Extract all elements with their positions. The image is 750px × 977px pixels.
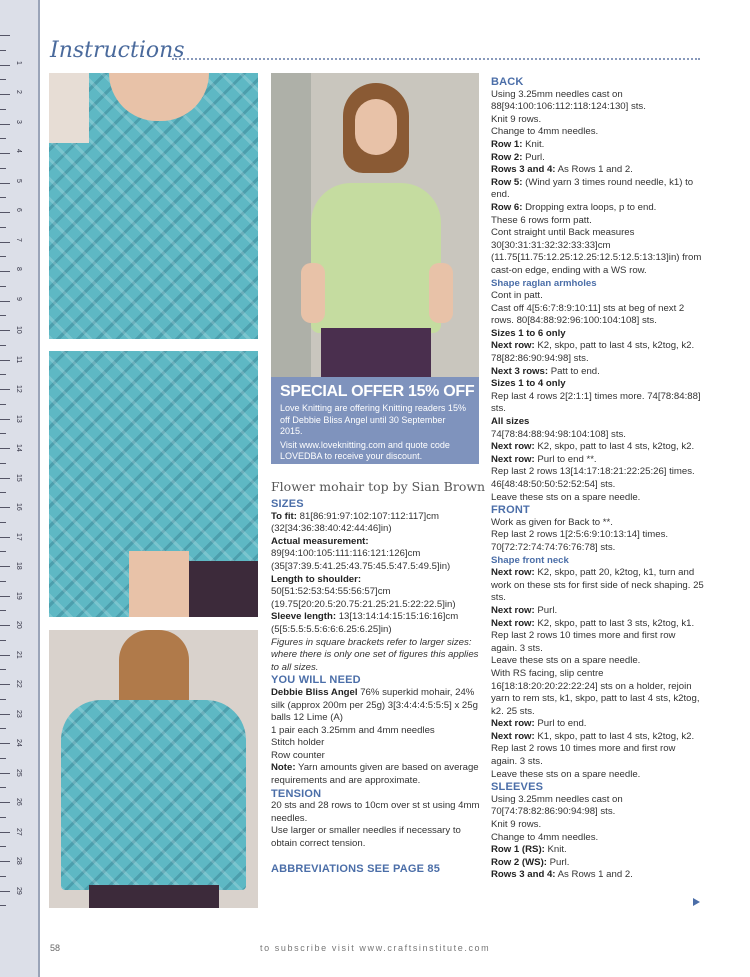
ruler-tick	[0, 124, 10, 125]
sizes-heading: SIZES	[271, 498, 304, 510]
back-row: Next row: K2, skpo, patt to last 4 sts, k2tog, k2. 78[82:86:90:94:98] sts.	[491, 340, 695, 365]
ruler-label: 12	[15, 385, 22, 393]
sleeves-row: Rows 3 and 4: As Rows 1 and 2.	[491, 869, 633, 881]
ruler-tick	[0, 610, 6, 611]
front-row: Next row: K2, skpo, patt to last 3 sts, k2tog, k1.	[491, 617, 695, 629]
right-column	[491, 68, 704, 882]
ruler-tick	[0, 153, 10, 154]
ruler-tick	[0, 655, 10, 656]
back-line: These 6 rows form patt.	[491, 214, 592, 226]
ruler-tick	[0, 286, 6, 287]
measuring-ruler	[0, 0, 40, 977]
front-row: Next row: K2, skpo, patt 20, k2tog, k1, turn and work on these sts for first side of neck shaping. 25 sts.	[491, 567, 704, 604]
ruler-tick	[0, 492, 6, 493]
ruler-tick	[0, 419, 10, 420]
back-row: Next row: K2, skpo, patt to last 4 sts, k2tog, k2.	[491, 441, 695, 453]
ruler-label: 2	[15, 90, 22, 94]
ruler-tick	[0, 227, 6, 228]
ruler-tick	[0, 669, 6, 670]
sleeve-line: Sleeve length: 13[13:14:14:15:15:16:16]cm (5[5:5.5:5.5:6:6:6.25:6.25]in)	[271, 611, 459, 635]
title-dotted-rule	[172, 58, 700, 60]
ruler-tick	[0, 507, 10, 508]
ruler-label: 20	[15, 621, 22, 629]
ruler-tick	[0, 846, 6, 847]
special-offer-box	[271, 377, 479, 464]
photo-back-view	[49, 630, 258, 908]
ruler-tick	[0, 345, 6, 346]
back-line: 74[78:84:88:94:98:104:108] sts.	[491, 428, 626, 440]
ruler-label: 10	[15, 326, 22, 334]
offer-visit-text: Visit www.loveknitting.com and quote code LOVEDBA to receive your discount.	[280, 439, 450, 461]
ruler-label: 11	[15, 355, 22, 363]
ruler-label: 16	[15, 503, 22, 511]
ruler-tick	[0, 743, 10, 744]
sizes-note: Figures in square brackets refer to larger sizes: where there is only one set of figures this applies to all sizes.	[271, 636, 479, 673]
ruler-label: 17	[15, 532, 22, 541]
back-row: Row 2: Purl.	[491, 151, 545, 163]
ruler-tick	[0, 271, 10, 272]
ruler-tick	[0, 94, 10, 95]
back-row: Row 5: (Wind yarn 3 times round needle, k1) to end.	[491, 176, 694, 201]
ruler-label: 29	[15, 886, 22, 895]
ruler-tick	[0, 389, 10, 390]
front-row: Next row: Purl to end.	[491, 718, 587, 730]
ruler-tick	[0, 109, 6, 110]
ruler-tick	[0, 374, 6, 375]
back-line: Cast off 4[5:6:7:8:9:10:11] sts at beg of next 2 rows. 80[84:88:92:96:100:104:108] sts.	[491, 302, 685, 327]
ruler-tick	[0, 817, 6, 818]
back-heading: BACK	[491, 76, 524, 88]
ruler-tick	[0, 596, 10, 597]
ruler-label: 28	[15, 857, 22, 865]
front-line: Leave these sts on a spare needle.	[491, 768, 641, 780]
ruler-label: 7	[15, 237, 22, 242]
ruler-label: 6	[15, 208, 22, 212]
all-sizes: All sizes	[491, 416, 530, 428]
ruler-tick	[0, 315, 6, 316]
length-line: Length to shoulder: 50[51:52:53:54:55:56:57]cm (19.75[20:20.5:20.75:21.25:21.5:22:22.5]in)	[271, 573, 456, 610]
sleeves-row: Row 2 (WS): Purl.	[491, 856, 570, 868]
sleeves-row: Row 1 (RS): Knit.	[491, 844, 567, 856]
ruler-tick	[0, 79, 6, 80]
ruler-label: 26	[15, 798, 22, 806]
ruler-tick	[0, 758, 6, 759]
back-row: Next row: Purl to end **.	[491, 453, 597, 465]
front-line: Leave these sts on a spare needle.	[491, 655, 641, 667]
front-line: Rep last 2 rows 10 times more and first row again. 3 sts.	[491, 630, 676, 654]
abbreviations-link[interactable]: ABBREVIATIONS SEE PAGE 85	[271, 862, 441, 875]
ruler-label: 19	[15, 591, 22, 600]
ruler-tick	[0, 802, 10, 803]
ruler-tick	[0, 301, 10, 302]
ruler-label: 25	[15, 768, 22, 777]
ruler-tick	[0, 905, 6, 906]
ruler-tick	[0, 522, 6, 523]
ruler-tick	[0, 183, 10, 184]
offer-text: Love Knitting are offering Knitting readers 15% off Debbie Bliss Angel until 30 September 2015.	[280, 403, 466, 436]
holder-line: Stitch holder	[271, 737, 325, 749]
ruler-tick	[0, 433, 6, 434]
back-row: Rows 3 and 4: As Rows 1 and 2.	[491, 164, 633, 176]
ruler-tick	[0, 566, 10, 567]
ruler-label: 3	[15, 119, 22, 124]
ruler-tick	[0, 404, 6, 405]
sizes-1-4: Sizes 1 to 4 only	[491, 378, 566, 390]
ruler-tick	[0, 581, 6, 582]
ruler-tick	[0, 787, 6, 788]
photo-back-neckline	[49, 73, 258, 339]
ruler-label: 15	[15, 473, 22, 482]
tension-p1: 20 sts and 28 rows to 10cm over st st using 4mm needles.	[271, 800, 480, 824]
middle-column	[271, 498, 481, 875]
ruler-tick	[0, 728, 6, 729]
back-row: Next 3 rows: Patt to end.	[491, 365, 600, 377]
page-number: 58	[50, 943, 61, 953]
front-line: Rep last 2 rows 1[2:5:6:9:10:13:14] times. 70[72:72:74:74:76:76:78] sts.	[491, 529, 669, 553]
ruler-tick	[0, 138, 6, 139]
ruler-tick	[0, 50, 6, 51]
sleeves-heading: SLEEVES	[491, 781, 544, 794]
back-line: Leave these sts on a spare needle.	[491, 491, 641, 503]
ruler-tick	[0, 684, 10, 685]
ruler-label: 18	[15, 562, 22, 570]
fit-line: To fit: 81[86:91:97:102:107:112:117]cm (32[34:36:38:40:42:44:46]in)	[271, 510, 440, 535]
back-line: Rep last 4 rows 2[2:1:1] times more. 74[78:84:88] sts.	[491, 390, 701, 415]
back-line: Cont in patt.	[491, 290, 543, 302]
back-line: Knit 9 rows.	[491, 113, 542, 125]
ruler-label: 14	[15, 444, 22, 452]
ruler-label: 22	[15, 680, 22, 688]
ruler-tick	[0, 714, 10, 715]
ruler-label: 1	[15, 60, 22, 65]
ruler-label: 23	[15, 709, 22, 718]
actual-line: Actual measurement: 89[94:100:105:111:116:121:126]cm (35[37:39.5:41.25:43.75:45.5:47.5:49.5]in)	[271, 535, 451, 572]
front-line: With RS facing, slip centre 16[18:18:20:20:22:22:24] sts on a holder, rejoin yarn to rem sts, k1, skpo, patt to last 4 sts, k2tog, k2. 25 sts.	[491, 667, 700, 717]
front-line: Work as given for Back to **.	[491, 516, 613, 528]
front-line: Rep last 2 rows 10 times more and first row again. 3 sts.	[491, 743, 676, 768]
ruler-tick	[0, 640, 6, 641]
back-line: Rep last 2 rows 13[14:17:18:21:22:25:26] times. 46[48:48:50:50:52:52:54] sts.	[491, 466, 695, 490]
ruler-label: 27	[15, 827, 22, 836]
ruler-label: 9	[15, 296, 22, 301]
back-line: Change to 4mm needles.	[491, 126, 599, 138]
ruler-tick	[0, 861, 10, 862]
raglan-heading: Shape raglan armholes	[491, 277, 597, 289]
front-row: Next row: K1, skpo, patt to last 4 sts, k2tog, k2.	[491, 730, 695, 742]
back-line: Cont straight until Back measures 30[30:31:31:32:32:33:33]cm (11.75[11.75:12.25:12.25:12.5:12.5:13:13]in) from cast-on edge, ending with a WS row.	[491, 227, 702, 276]
ruler-tick	[0, 168, 6, 169]
ruler-tick	[0, 773, 10, 774]
ruler-label: 24	[15, 739, 22, 747]
offer-headline: SPECIAL OFFER 15% OFF	[280, 383, 475, 400]
footer-subscribe: to subscribe visit www.craftsinstitute.com	[260, 943, 491, 953]
sleeves-line: Using 3.25mm needles cast on 70[74:78:82:86:90:94:98] sts.	[491, 793, 623, 818]
ruler-label: 5	[15, 178, 22, 183]
ruler-tick	[0, 478, 10, 479]
you-will-need-heading: YOU WILL NEED	[271, 674, 361, 687]
ruler-tick	[0, 876, 6, 877]
ruler-label: 8	[15, 267, 22, 271]
ruler-tick	[0, 537, 10, 538]
front-row: Next row: Purl.	[491, 604, 558, 616]
continue-arrow-icon	[693, 898, 700, 906]
ruler-label: 21	[15, 650, 22, 659]
ruler-tick	[0, 463, 6, 464]
ruler-label: 13	[15, 414, 22, 423]
photo-model-front	[271, 73, 479, 377]
tension-heading: TENSION	[271, 787, 322, 800]
sizes-1-6: Sizes 1 to 6 only	[491, 327, 566, 339]
ruler-tick	[0, 891, 10, 892]
ruler-tick	[0, 212, 10, 213]
photo-sleeve-detail	[49, 351, 258, 617]
sleeves-line: Knit 9 rows.	[491, 819, 542, 831]
page-title: Instructions	[50, 38, 185, 63]
back-row: Row 1: Knit.	[491, 138, 545, 150]
ruler-tick	[0, 699, 6, 700]
ruler-tick	[0, 65, 10, 66]
ruler-label: 4	[15, 149, 22, 153]
ruler-tick	[0, 448, 10, 449]
front-heading: FRONT	[491, 504, 530, 517]
ruler-tick	[0, 256, 6, 257]
ruler-tick	[0, 832, 10, 833]
ruler-tick	[0, 551, 6, 552]
ruler-tick	[0, 197, 6, 198]
back-intro: Using 3.25mm needles cast on 88[94:100:106:112:118:124:130] sts.	[491, 88, 646, 113]
tension-p2: Use larger or smaller needles if necessary to obtain correct tension.	[271, 825, 461, 850]
ruler-tick	[0, 625, 10, 626]
sleeves-line: Change to 4mm needles.	[491, 831, 599, 843]
yarn-line: Debbie Bliss Angel 76% superkid mohair, 24% silk (approx 200m per 25g) 3[3:4:4:4:5:5:5] x 25g balls 12 Lime (A)	[271, 686, 478, 724]
ruler-tick	[0, 360, 10, 361]
back-row: Row 6: Dropping extra loops, p to end.	[491, 201, 657, 213]
ruler-tick	[0, 242, 10, 243]
ruler-tick	[0, 35, 10, 36]
counter-line: Row counter	[271, 749, 325, 761]
yarn-note: Note: Yarn amounts given are based on average requirements and are approximate.	[271, 762, 479, 787]
pattern-title: Flower mohair top by Sian Brown	[271, 479, 486, 494]
ruler-tick	[0, 330, 10, 331]
neck-heading: Shape front neck	[491, 554, 569, 566]
needles-line: 1 pair each 3.25mm and 4mm needles	[271, 724, 435, 736]
